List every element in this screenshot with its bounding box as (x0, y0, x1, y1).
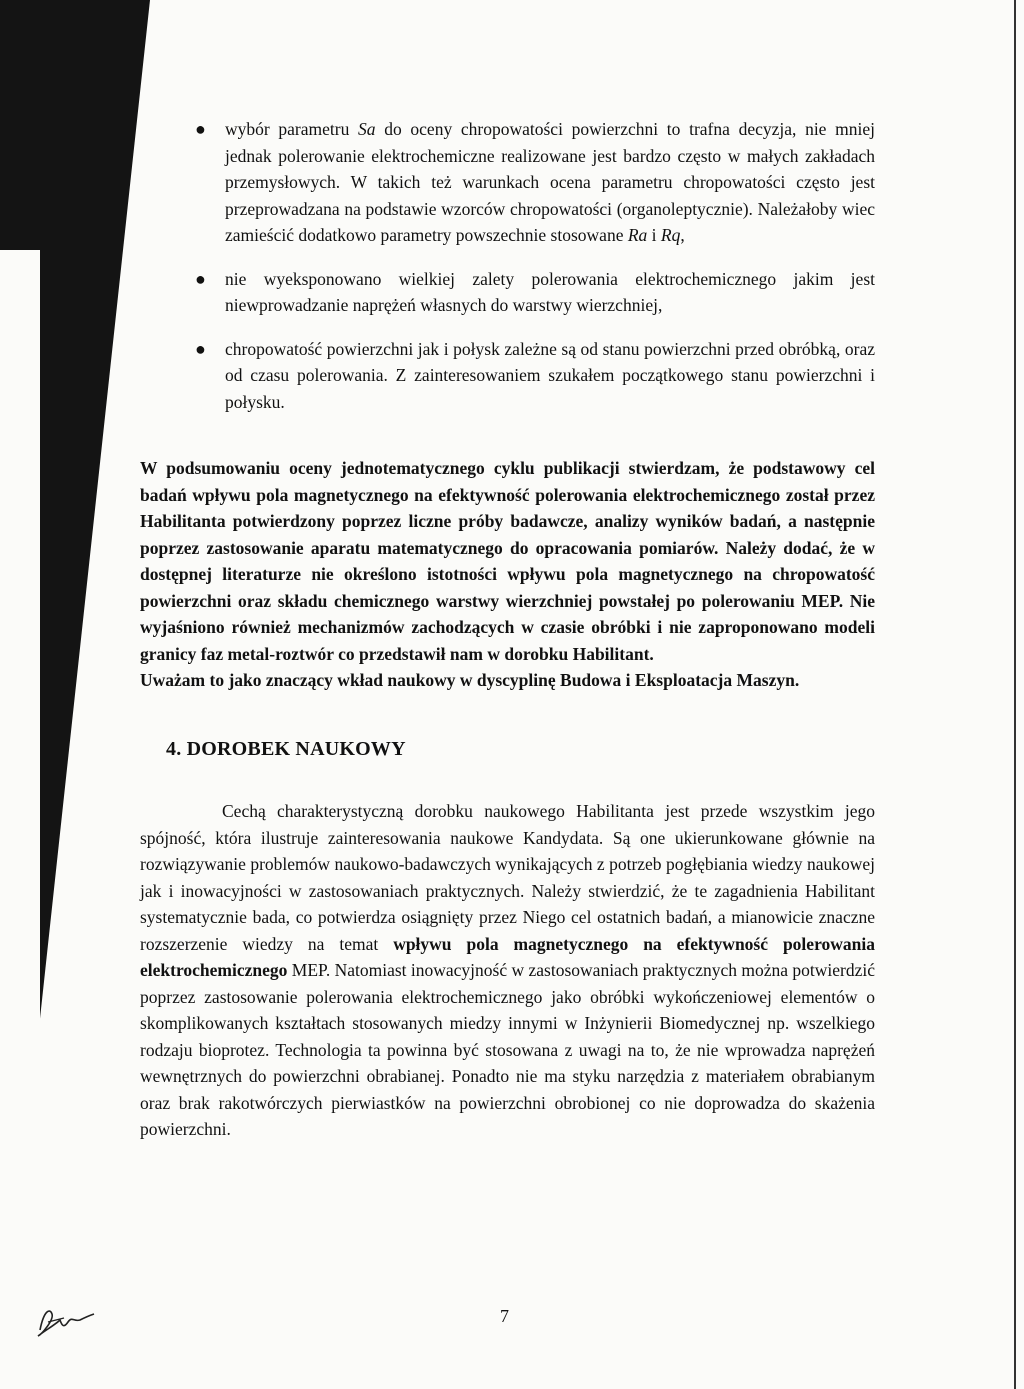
paragraph-text: MEP. Natomiast inowacyjność w zastosowaniach praktycznych można potwierdzić poprzez zastosowanie polerowania elektrochemicznego jako obróbki wykończeniowej elementów o skomplikowanych kształtach stosowanych miedzy innymi w Inżynierii Biomedycznej np. wszelkiego rodzaju bioprotez. Technologia ta powinna być stosowana z uwagi na to, że nie wprowadza naprężeń wewnętrznych do powierzchni obrabianej. Ponadto nie ma styku narzędzia z materiałem obrabianym oraz brak rakotwórczych pierwiastków na powierzchni obrobionej co nie doprowadza do skażenia powierzchni. (140, 960, 875, 1139)
param-sa: Sa (358, 119, 376, 139)
bullet-dot-icon: ● (195, 338, 206, 359)
paragraph-text: Cechą charakterystyczną dorobku naukowego Habilitanta jest przede wszystkim jego spójność, która ilustruje zainteresowania naukowe Kandydata. Są one ukierunkowane głównie na rozwiązywanie problemów naukowo-badawczych wynikających z potrzeb pogłębiania wiedzy naukowej jak i inowacyjności w zastosowaniach praktycznych. Należy stwierdzić, że te zagadnienia Habilitant systematycznie bada, co potwierdza osiągnięty przez Niego cel ostatnich badań, a mianowicie znaczne rozszerzenie wiedzy na temat (140, 801, 875, 954)
list-item-text: , (680, 225, 685, 245)
param-ra: Ra (627, 225, 648, 245)
list-item-text: i (647, 225, 661, 245)
bullet-dot-icon: ● (195, 119, 206, 139)
summary-paragraph (140, 455, 875, 694)
param-rq: Rq (660, 225, 681, 245)
summary-text: W podsumowaniu oceny jednotematycznego cyklu publikacji stwierdzam, że podstawowy cel badań wpływu pola magnetycznego na efektywność polerowania elektrochemicznego został przez Habilitanta potwierdzony poprzez liczne próby badawcze, analizy wyników badań, a następnie poprzez zastosowanie aparatu matematycznego do opracowania pomiarów. Należy dodać, że w dostępnej literaturze nie określono istotności wpływu pola magnetycznego na chropowatość powierzchni oraz składu chemicznego warstwy wierzchniej powstałej po polerowaniu MEP. Nie wyjaśniono również mechanizmów zachodzących w czasie obróbki i nie zaproponowano modeli granicy faz metal-roztwór co przedstawił nam w dorobku Habilitant. (140, 458, 875, 664)
list-item (140, 336, 875, 416)
page-margin (0, 250, 40, 1389)
page-content (140, 116, 875, 1143)
list-item (140, 266, 875, 319)
list-item-text: wybór parametru (225, 119, 359, 139)
page-number: 7 (500, 1306, 509, 1326)
handwritten-signature-icon (30, 1300, 100, 1340)
summary-conclusion: Uważam to jako znaczący wkład naukowy w dyscyplinę Budowa i Eksploatacja Maszyn. (140, 670, 800, 690)
section-paragraph (140, 798, 875, 1143)
list-item-text: nie wyeksponowano wielkiej zalety polerowania elektrochemicznego jakim jest niewprowadzanie naprężeń własnych do warstwy wierzchniej, (225, 268, 875, 315)
review-points-list (140, 116, 875, 415)
scan-right-edge (1014, 0, 1016, 1389)
bullet-dot-icon: ● (195, 268, 206, 289)
list-item-text: chropowatość powierzchni jak i połysk zależne są od stanu powierzchni przed obróbką, oraz od czasu polerowania. Z zainteresowaniem szukałem początkowego stanu powierzchni i połysku. (225, 338, 875, 412)
paragraph-bold-text: wpływu pola magnetycznego na efektywność polerowania elektrochemicznego (140, 933, 875, 980)
section-heading: 4. DOROBEK NAUKOWY (166, 737, 406, 760)
list-item-text: do oceny chropowatości powierzchni to trafna decyzja, nie mniej jednak polerowanie elektrochemiczne realizowane jest bardzo często w małych zakładach przemysłowych. W takich też warunkach ocena parametru chropowatości często jest przeprowadzana na podstawie wzorców chropowatości (organoleptycznie). Należałoby wiec zamieścić dodatkowo parametry powszechnie stosowane (225, 119, 875, 245)
list-item (140, 116, 875, 249)
